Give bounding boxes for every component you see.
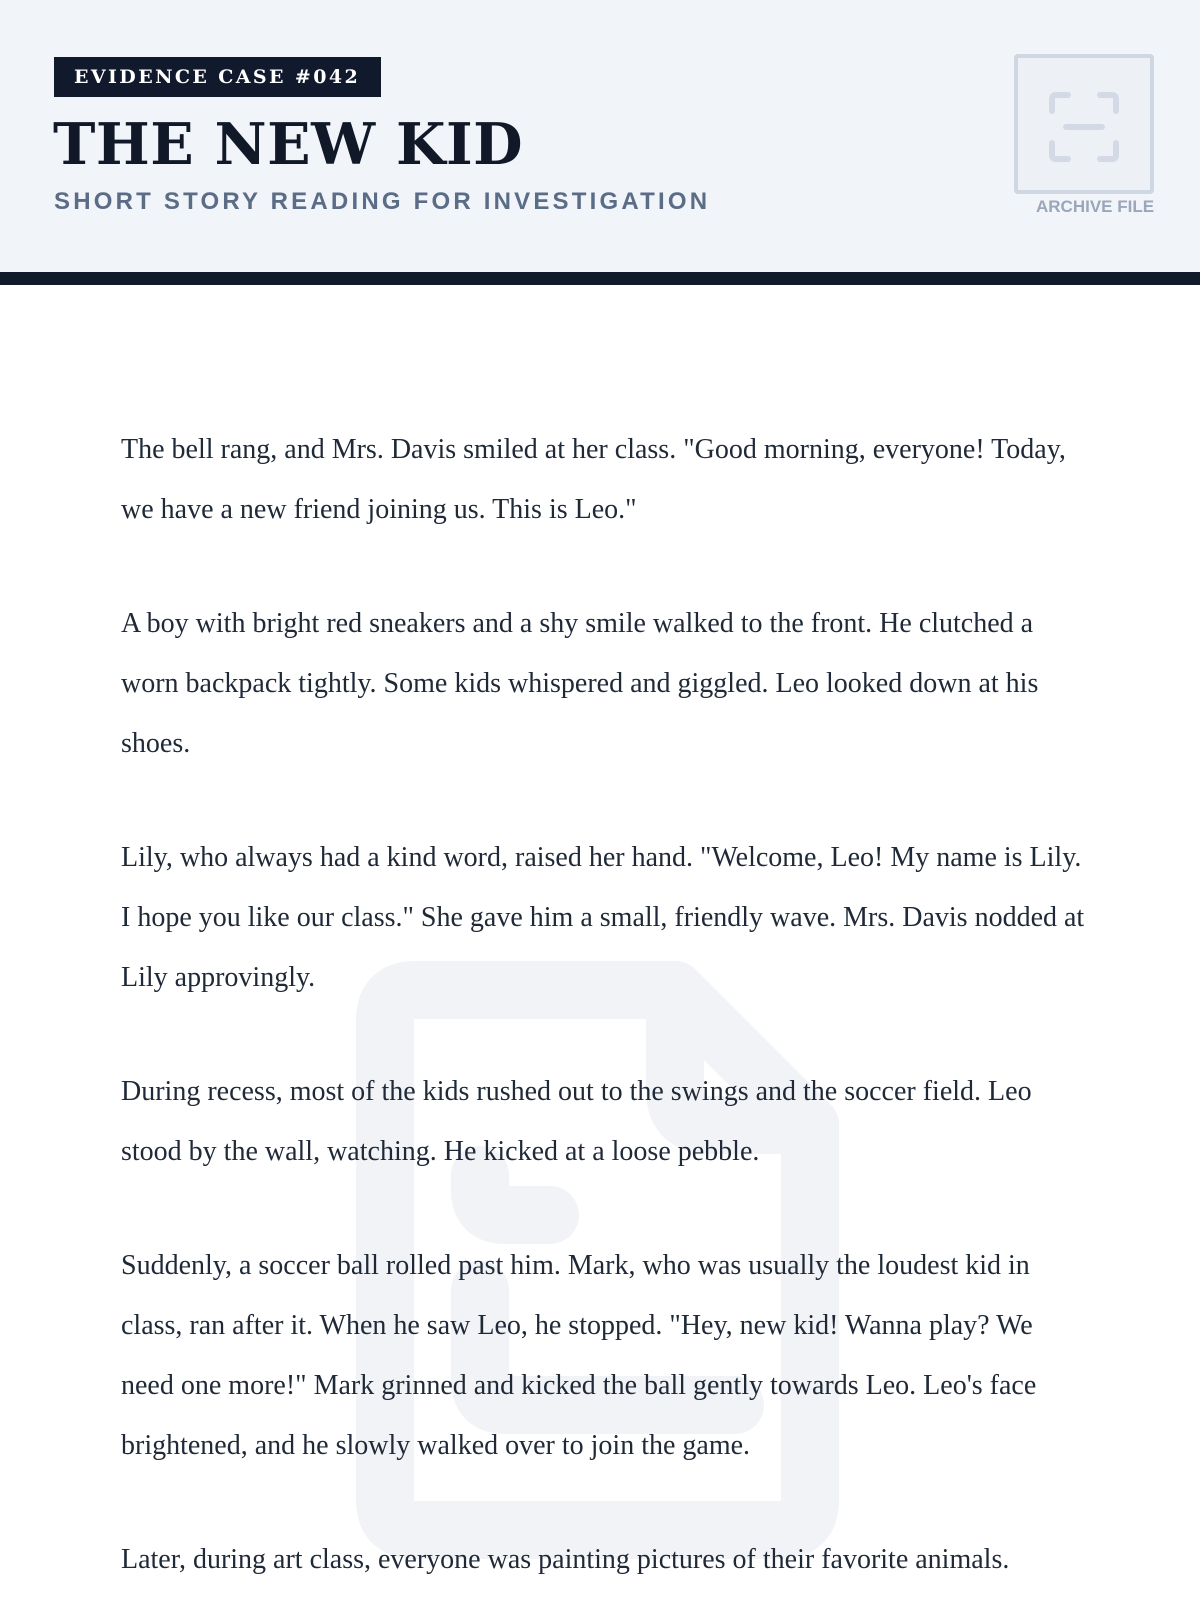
scan-corner-top-right xyxy=(1100,95,1116,111)
scan-icon xyxy=(1046,89,1122,165)
story-paragraph-4: During recess, most of the kids rushed out to the swings and the soccer field. Leo stood by the wall, watching. He kicked at a loose pebble. xyxy=(121,1076,1032,1167)
archive-file-icon-box xyxy=(1014,54,1154,194)
evidence-case-badge: EVIDENCE CASE #042 xyxy=(54,57,381,97)
story-text xyxy=(121,420,1086,1600)
archive-file-label: ARCHIVE FILE xyxy=(1036,197,1155,216)
story-title: THE NEW KID xyxy=(53,111,524,178)
scan-corner-bottom-left xyxy=(1052,143,1068,159)
scan-corner-bottom-right xyxy=(1100,143,1116,159)
story-subtitle: SHORT STORY READING FOR INVESTIGATION xyxy=(54,188,711,215)
story-paragraph-2: A boy with bright red sneakers and a shy smile walked to the front. He clutched a worn backpack tightly. Some kids whispered and giggled. Leo looked down at his shoes. xyxy=(121,608,1039,759)
story-paragraph-3: Lily, who always had a kind word, raised her hand. "Welcome, Leo! My name is Lily. I hope you like our class." She gave him a small, friendly wave. Mrs. Davis nodded at Lily approvingly. xyxy=(121,842,1085,993)
story-paragraph-6: Later, during art class, everyone was painting pictures of their favorite animals. xyxy=(121,1544,1010,1575)
story-paragraph-1: The bell rang, and Mrs. Davis smiled at her class. "Good morning, everyone! Today, we have a new friend joining us. This is Leo." xyxy=(121,434,1066,525)
document-header xyxy=(0,0,1200,285)
story-paragraph-5: Suddenly, a soccer ball rolled past him. Mark, who was usually the loudest kid in class, ran after it. When he saw Leo, he stopped. "Hey, new kid! Wanna play? We need one more!" Mark grinned and kicked the ball gently towards Leo. Leo's face brightened, and he slowly walked over to join the game. xyxy=(121,1250,1037,1461)
scan-corner-top-left xyxy=(1052,95,1068,111)
